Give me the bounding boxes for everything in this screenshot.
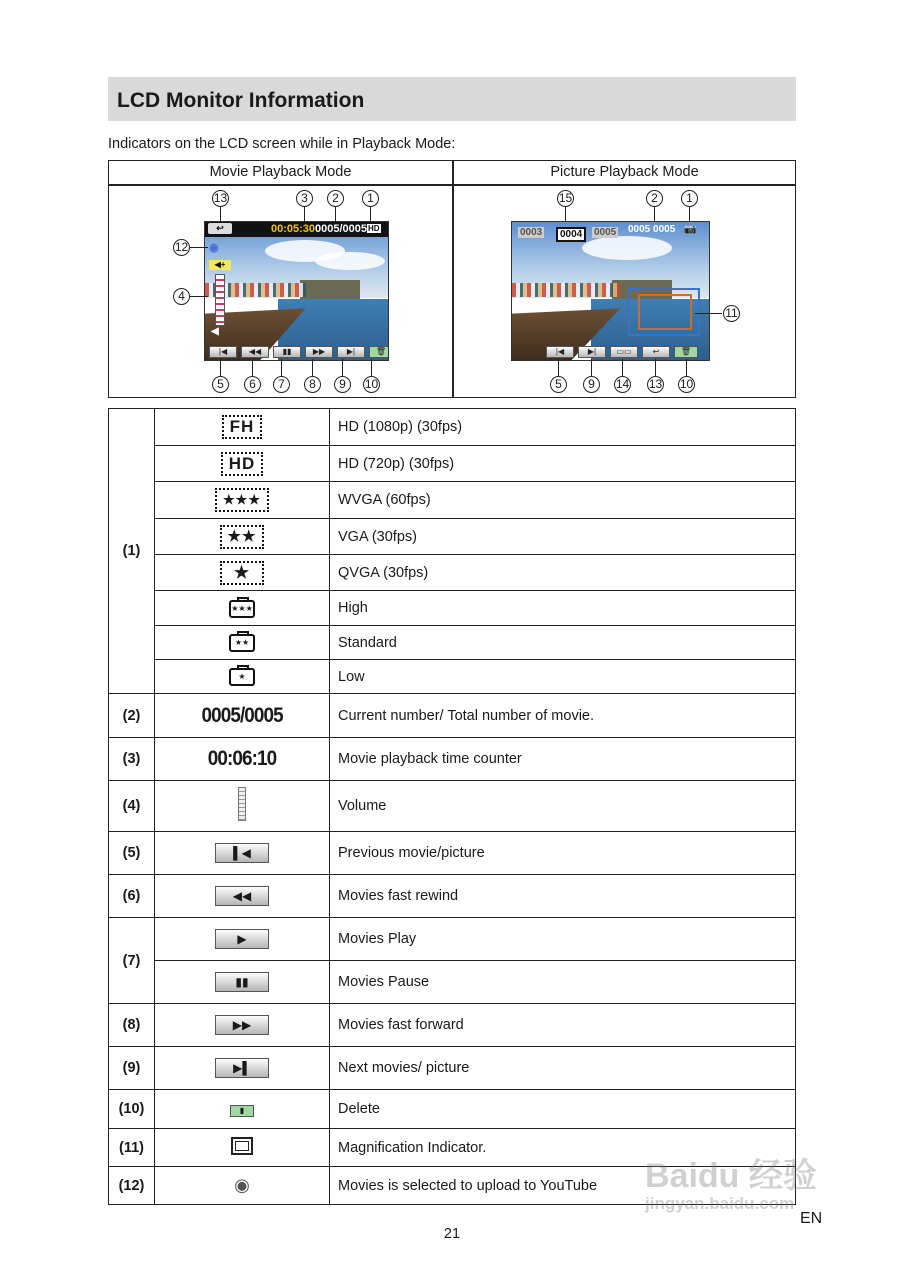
volume-icon xyxy=(238,787,246,821)
callout-14: 14 xyxy=(615,377,630,391)
quality-low-icon: ★ xyxy=(229,668,255,686)
row-number: (10) xyxy=(109,1090,155,1129)
row-number: (9) xyxy=(109,1047,155,1090)
callout-15: 15 xyxy=(558,191,573,205)
movie-count-readout: 0005/0005 xyxy=(315,223,367,235)
speaker-icon: ◀ xyxy=(211,326,219,337)
row-number: (4) xyxy=(109,781,155,832)
camera-icon: 📷 xyxy=(684,224,697,235)
time-counter-icon: 00:06:10 xyxy=(207,747,277,770)
table-row xyxy=(109,832,796,875)
movie-mode-heading: Movie Playback Mode xyxy=(209,164,352,180)
callout-13b: 13 xyxy=(648,377,663,391)
indicator-table xyxy=(108,408,796,1205)
quality-high-icon: ★★★ xyxy=(229,600,255,618)
table-row xyxy=(109,738,796,781)
row-label: Delete xyxy=(330,1090,796,1129)
callout-2b: 2 xyxy=(646,190,663,207)
row-number: (11) xyxy=(109,1129,155,1167)
row-label: Movies fast rewind xyxy=(330,875,796,918)
row-label: Volume xyxy=(330,781,796,832)
magnification-area xyxy=(638,294,692,330)
intro-text: Indicators on the LCD screen while in Playback Mode: xyxy=(108,136,456,152)
table-row xyxy=(109,961,796,1004)
hd-resolution-icon: HD xyxy=(221,452,264,476)
callout-6: 6 xyxy=(244,376,261,393)
callout-3: 3 xyxy=(296,190,313,207)
callout-5b: 5 xyxy=(550,376,567,393)
row-label: VGA (30fps) xyxy=(330,519,796,555)
table-row xyxy=(109,875,796,918)
pause-icon: ▮▮ xyxy=(215,972,269,992)
table-row xyxy=(109,918,796,961)
section-header xyxy=(108,77,796,121)
page-number: 21 xyxy=(443,1226,461,1242)
callout-10b: 10 xyxy=(679,377,694,391)
row-label: QVGA (30fps) xyxy=(330,555,796,591)
page-title: LCD Monitor Information xyxy=(117,89,365,112)
row-label: High xyxy=(330,591,796,626)
previous-icon: ▌◀ xyxy=(215,843,269,863)
quality-standard-icon: ★★ xyxy=(229,634,255,652)
callout-7: 7 xyxy=(273,376,290,393)
row-label: Movie playback time counter xyxy=(330,738,796,781)
row-number: (1) xyxy=(109,409,155,694)
table-row xyxy=(109,482,796,519)
thumb-next: 0005 xyxy=(594,227,617,238)
callout-13: 13 xyxy=(213,191,228,205)
delete-icon: 🗑 xyxy=(674,346,698,358)
picture-mode-heading: Picture Playback Mode xyxy=(550,164,699,180)
prev-icon: |◀ xyxy=(209,346,237,358)
table-row xyxy=(109,1090,796,1129)
callout-9b: 9 xyxy=(583,376,600,393)
callout-9: 9 xyxy=(334,376,351,393)
callout-5: 5 xyxy=(212,376,229,393)
row-label: Low xyxy=(330,660,796,694)
magnification-icon xyxy=(231,1137,253,1155)
callout-1: 1 xyxy=(362,190,379,207)
table-row xyxy=(109,519,796,555)
row-number: (8) xyxy=(109,1004,155,1047)
callout-11: 11 xyxy=(723,305,740,322)
next-icon: ▶▌ xyxy=(215,1058,269,1078)
fh-resolution-icon: FH xyxy=(222,415,263,439)
table-row xyxy=(109,660,796,694)
row-label: Movies fast forward xyxy=(330,1004,796,1047)
row-number: (6) xyxy=(109,875,155,918)
row-label: Standard xyxy=(330,626,796,660)
row-label: Current number/ Total number of movie. xyxy=(330,694,796,738)
slideshow-icon: ▭▭ xyxy=(610,346,638,358)
next-icon: ▶| xyxy=(578,346,606,358)
table-row xyxy=(109,446,796,482)
return-icon: ↩ xyxy=(642,346,670,358)
callout-8: 8 xyxy=(304,376,321,393)
table-row xyxy=(109,1047,796,1090)
table-row xyxy=(109,591,796,626)
volume-bar xyxy=(215,274,225,326)
wvga-resolution-icon: ★★★ xyxy=(215,488,269,512)
rewind-icon: ◀◀ xyxy=(215,886,269,906)
picture-control-bar xyxy=(546,346,698,358)
row-label: Movies is selected to upload to YouTube xyxy=(330,1167,796,1205)
row-label: Previous movie/picture xyxy=(330,832,796,875)
row-number: (2) xyxy=(109,694,155,738)
row-label: Movies Pause xyxy=(330,961,796,1004)
pause-icon: ▮▮ xyxy=(273,346,301,358)
movie-playback-screen xyxy=(204,221,389,361)
row-label: WVGA (60fps) xyxy=(330,482,796,519)
row-number: (5) xyxy=(109,832,155,875)
counter-icon: 0005/0005 xyxy=(201,703,283,727)
callout-2: 2 xyxy=(327,190,344,207)
hd-badge: HD xyxy=(368,224,380,233)
row-number: (3) xyxy=(109,738,155,781)
table-row xyxy=(109,626,796,660)
movie-time-readout: 00:05:30 xyxy=(271,223,316,235)
qvga-resolution-icon: ★ xyxy=(220,561,264,585)
row-label: HD (1080p) (30fps) xyxy=(330,409,796,446)
delete-icon: ▮ xyxy=(230,1105,254,1117)
volume-up-icon: ◀+ xyxy=(209,260,231,270)
next-icon: ▶| xyxy=(337,346,365,358)
table-row xyxy=(109,694,796,738)
row-number: (12) xyxy=(109,1167,155,1205)
play-icon: ▶ xyxy=(215,929,269,949)
row-label: Next movies/ picture xyxy=(330,1047,796,1090)
fast-forward-icon: ▶▶ xyxy=(305,346,333,358)
table-row xyxy=(109,555,796,591)
callout-4: 4 xyxy=(173,288,190,305)
callout-10: 10 xyxy=(364,377,379,391)
rewind-icon: ◀◀ xyxy=(241,346,269,358)
row-label: Movies Play xyxy=(330,918,796,961)
vga-resolution-icon: ★★ xyxy=(220,525,265,549)
thumb-current: 0004 xyxy=(556,227,586,242)
callout-1b: 1 xyxy=(681,190,698,207)
picture-count-readout: 0005 0005 xyxy=(628,224,676,235)
watermark: Baidu 经验 jingyan.baidu.com xyxy=(645,1157,817,1213)
callout-12: 12 xyxy=(174,240,189,254)
row-number: (7) xyxy=(109,918,155,1004)
language-label: EN xyxy=(800,1210,823,1227)
prev-icon: |◀ xyxy=(546,346,574,358)
row-label: HD (720p) (30fps) xyxy=(330,446,796,482)
return-icon: ↩ xyxy=(208,223,232,234)
table-row xyxy=(109,1004,796,1047)
youtube-upload-icon: ◉ xyxy=(234,1175,250,1195)
movie-control-bar xyxy=(209,346,389,358)
youtube-icon: ◉ xyxy=(209,242,219,254)
table-row xyxy=(109,781,796,832)
picture-playback-screen xyxy=(511,221,710,361)
row-label: Magnification Indicator. xyxy=(330,1129,796,1167)
thumb-prev: 0003 xyxy=(520,227,543,238)
table-row xyxy=(109,409,796,446)
fast-forward-icon: ▶▶ xyxy=(215,1015,269,1035)
playback-modes-figure xyxy=(108,160,796,398)
delete-icon: 🗑 xyxy=(369,346,389,358)
